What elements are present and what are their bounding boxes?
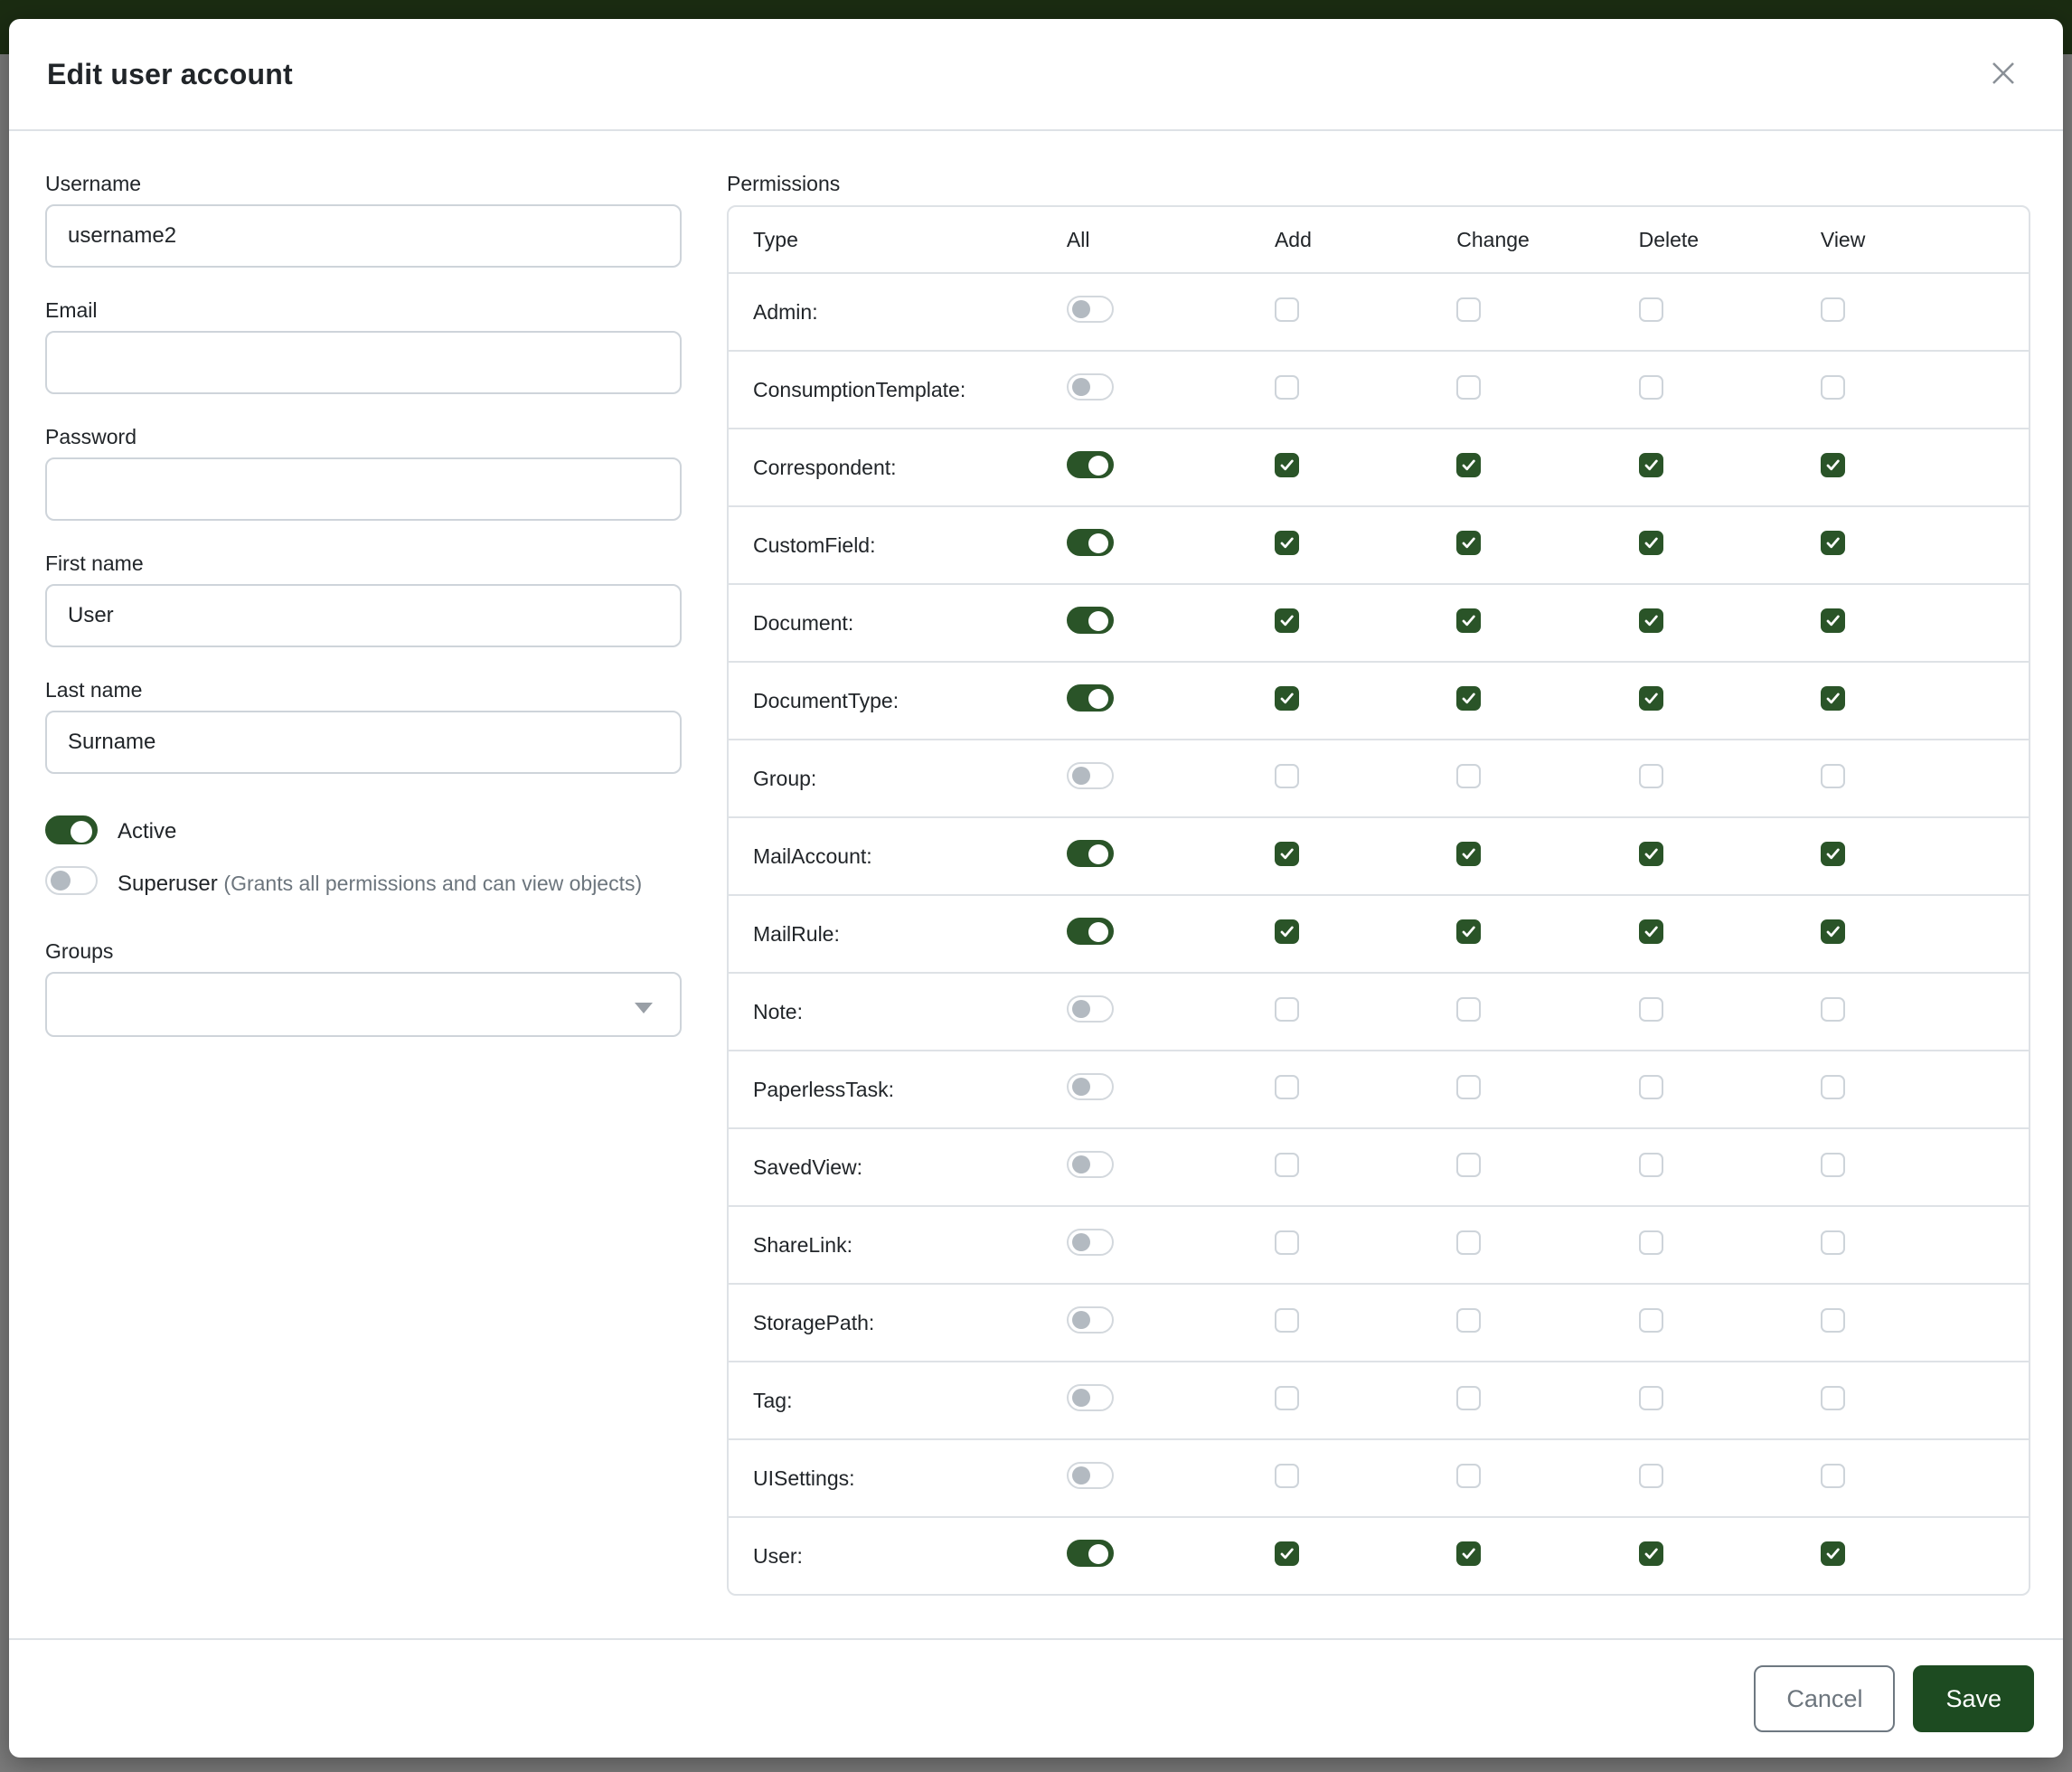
permission-view-checkbox[interactable] xyxy=(1821,531,1845,555)
close-button[interactable] xyxy=(1982,52,2025,96)
permission-change-checkbox[interactable] xyxy=(1456,764,1481,788)
permission-delete-checkbox[interactable] xyxy=(1639,919,1663,944)
first-name-input[interactable] xyxy=(45,584,682,647)
superuser-label: Superuser xyxy=(118,872,218,896)
permission-change-checkbox[interactable] xyxy=(1456,919,1481,944)
email-input[interactable] xyxy=(45,331,682,394)
toggle-knob xyxy=(1088,922,1108,942)
permission-row xyxy=(729,505,2029,583)
permission-view-checkbox[interactable] xyxy=(1821,1386,1845,1410)
permissions-header-row xyxy=(729,207,2029,272)
permission-delete-checkbox[interactable] xyxy=(1639,764,1663,788)
permission-delete-checkbox[interactable] xyxy=(1639,1464,1663,1488)
permission-type-label: Group: xyxy=(753,766,817,790)
permission-row xyxy=(729,428,2029,505)
permission-row xyxy=(729,661,2029,739)
permission-delete-checkbox[interactable] xyxy=(1639,375,1663,400)
permission-delete-checkbox[interactable] xyxy=(1639,997,1663,1022)
permission-row xyxy=(729,1050,2029,1127)
permission-view-checkbox[interactable] xyxy=(1821,686,1845,711)
toggle-knob xyxy=(1072,1466,1090,1485)
toggle-knob xyxy=(1088,844,1108,864)
permission-type-label: MailRule: xyxy=(753,921,840,946)
permission-add-checkbox[interactable] xyxy=(1275,297,1299,322)
permission-row xyxy=(729,894,2029,972)
dialog-title: Edit user account xyxy=(47,57,293,90)
permissions-rows xyxy=(729,272,2029,1594)
permission-delete-checkbox[interactable] xyxy=(1639,453,1663,477)
column-header-change: Change xyxy=(1456,227,1530,251)
permission-all-toggle[interactable] xyxy=(1067,918,1114,945)
permission-all-toggle[interactable] xyxy=(1067,1151,1114,1178)
permission-delete-checkbox[interactable] xyxy=(1639,1308,1663,1333)
first-name-label: First name xyxy=(45,551,144,575)
permission-add-checkbox[interactable] xyxy=(1275,1541,1299,1566)
toggle-knob xyxy=(1072,1000,1090,1018)
cancel-button[interactable]: Cancel xyxy=(1754,1665,1895,1732)
permission-delete-checkbox[interactable] xyxy=(1639,1153,1663,1177)
toggle-knob xyxy=(51,871,71,891)
password-input[interactable] xyxy=(45,457,682,521)
close-icon xyxy=(1986,56,2020,93)
permission-change-checkbox[interactable] xyxy=(1456,1308,1481,1333)
permission-add-checkbox[interactable] xyxy=(1275,608,1299,633)
permission-add-checkbox[interactable] xyxy=(1275,453,1299,477)
permission-type-label: Note: xyxy=(753,999,803,1023)
permission-delete-checkbox[interactable] xyxy=(1639,1075,1663,1099)
permission-all-toggle[interactable] xyxy=(1067,995,1114,1023)
toggle-knob xyxy=(1072,1155,1090,1173)
permission-row xyxy=(729,972,2029,1050)
toggle-knob xyxy=(1072,1389,1090,1407)
permission-delete-checkbox[interactable] xyxy=(1639,842,1663,866)
permission-row xyxy=(729,1516,2029,1594)
chevron-down-icon xyxy=(635,1003,653,1013)
column-header-add: Add xyxy=(1274,227,1312,251)
column-header-type: Type xyxy=(753,227,798,251)
save-button[interactable]: Save xyxy=(1913,1665,2034,1732)
permissions-section xyxy=(727,172,2030,1638)
permission-change-checkbox[interactable] xyxy=(1456,453,1481,477)
user-form xyxy=(45,172,682,1638)
permission-add-checkbox[interactable] xyxy=(1275,1230,1299,1255)
permission-type-label: MailAccount: xyxy=(753,844,872,868)
permission-change-checkbox[interactable] xyxy=(1456,1075,1481,1099)
permission-all-toggle[interactable] xyxy=(1067,762,1114,789)
password-label: Password xyxy=(45,425,137,448)
permission-change-checkbox[interactable] xyxy=(1456,608,1481,633)
permission-delete-checkbox[interactable] xyxy=(1639,608,1663,633)
permission-row xyxy=(729,350,2029,428)
permission-delete-checkbox[interactable] xyxy=(1639,531,1663,555)
permission-row xyxy=(729,1127,2029,1205)
permission-row xyxy=(729,1283,2029,1361)
permission-change-checkbox[interactable] xyxy=(1456,842,1481,866)
active-toggle[interactable] xyxy=(45,815,98,844)
permission-change-checkbox[interactable] xyxy=(1456,1541,1481,1566)
permission-type-label: Correspondent: xyxy=(753,455,897,479)
column-header-all: All xyxy=(1066,227,1090,251)
toggle-knob xyxy=(1088,1544,1108,1564)
permission-type-label: DocumentType: xyxy=(753,688,899,712)
permission-add-checkbox[interactable] xyxy=(1275,842,1299,866)
permission-type-label: Admin: xyxy=(753,299,818,324)
toggle-knob xyxy=(71,821,92,843)
permission-all-toggle[interactable] xyxy=(1067,373,1114,401)
toggle-knob xyxy=(1088,689,1108,709)
email-label: Email xyxy=(45,298,98,322)
permission-view-checkbox[interactable] xyxy=(1821,1464,1845,1488)
permission-add-checkbox[interactable] xyxy=(1275,1464,1299,1488)
permission-add-checkbox[interactable] xyxy=(1275,1308,1299,1333)
permissions-label: Permissions xyxy=(727,172,841,195)
permission-delete-checkbox[interactable] xyxy=(1639,1541,1663,1566)
permission-change-checkbox[interactable] xyxy=(1456,531,1481,555)
toggle-knob xyxy=(1072,1233,1090,1251)
permission-row xyxy=(729,1205,2029,1283)
column-header-view: View xyxy=(1820,227,1866,251)
permission-add-checkbox[interactable] xyxy=(1275,375,1299,400)
last-name-input[interactable] xyxy=(45,711,682,774)
toggle-knob xyxy=(1072,1078,1090,1096)
permission-row xyxy=(729,583,2029,661)
permission-all-toggle[interactable] xyxy=(1067,684,1114,712)
column-header-delete: Delete xyxy=(1638,227,1700,251)
toggle-knob xyxy=(1072,378,1090,396)
permission-all-toggle[interactable] xyxy=(1067,1540,1114,1567)
permission-all-toggle[interactable] xyxy=(1067,840,1114,867)
permission-view-checkbox[interactable] xyxy=(1821,764,1845,788)
toggle-knob xyxy=(1072,1311,1090,1329)
permission-view-checkbox[interactable] xyxy=(1821,997,1845,1022)
permission-change-checkbox[interactable] xyxy=(1456,1464,1481,1488)
permission-delete-checkbox[interactable] xyxy=(1639,1386,1663,1410)
permission-add-checkbox[interactable] xyxy=(1275,686,1299,711)
permission-view-checkbox[interactable] xyxy=(1821,1075,1845,1099)
permission-change-checkbox[interactable] xyxy=(1456,1153,1481,1177)
groups-select[interactable] xyxy=(45,972,682,1037)
permission-type-label: Document: xyxy=(753,610,854,635)
permission-all-toggle[interactable] xyxy=(1067,451,1114,478)
permission-row xyxy=(729,739,2029,816)
permission-row xyxy=(729,272,2029,350)
permission-change-checkbox[interactable] xyxy=(1456,686,1481,711)
last-name-label: Last name xyxy=(45,678,143,702)
permission-view-checkbox[interactable] xyxy=(1821,453,1845,477)
dialog-header xyxy=(9,19,2063,131)
permission-type-label: StoragePath: xyxy=(753,1310,875,1334)
permission-change-checkbox[interactable] xyxy=(1456,297,1481,322)
permission-type-label: SavedView: xyxy=(753,1155,863,1179)
permission-all-toggle[interactable] xyxy=(1067,1462,1114,1489)
permission-add-checkbox[interactable] xyxy=(1275,764,1299,788)
toggle-knob xyxy=(1088,611,1108,631)
dialog-body xyxy=(9,131,2063,1638)
permission-add-checkbox[interactable] xyxy=(1275,1386,1299,1410)
toggle-knob xyxy=(1088,456,1108,476)
permission-type-label: UISettings: xyxy=(753,1466,855,1490)
permission-all-toggle[interactable] xyxy=(1067,1384,1114,1411)
permission-all-toggle[interactable] xyxy=(1067,296,1114,323)
permission-delete-checkbox[interactable] xyxy=(1639,1230,1663,1255)
edit-user-account-dialog xyxy=(9,19,2063,1758)
permission-row xyxy=(729,816,2029,894)
username-label: Username xyxy=(45,172,142,195)
username-input[interactable] xyxy=(45,204,682,268)
permission-add-checkbox[interactable] xyxy=(1275,1075,1299,1099)
permission-type-label: Tag: xyxy=(753,1388,793,1412)
permission-view-checkbox[interactable] xyxy=(1821,1541,1845,1566)
permission-add-checkbox[interactable] xyxy=(1275,997,1299,1022)
groups-label: Groups xyxy=(45,939,114,963)
permission-add-checkbox[interactable] xyxy=(1275,919,1299,944)
permission-view-checkbox[interactable] xyxy=(1821,297,1845,322)
permission-view-checkbox[interactable] xyxy=(1821,1230,1845,1255)
superuser-hint: (Grants all permissions and can view objects) xyxy=(223,872,643,895)
permission-view-checkbox[interactable] xyxy=(1821,608,1845,633)
dialog-footer xyxy=(9,1638,2063,1758)
toggle-knob xyxy=(1088,533,1108,553)
toggle-knob xyxy=(1072,300,1090,318)
permission-change-checkbox[interactable] xyxy=(1456,1230,1481,1255)
permission-all-toggle[interactable] xyxy=(1067,529,1114,556)
permission-type-label: ConsumptionTemplate: xyxy=(753,377,966,401)
permission-all-toggle[interactable] xyxy=(1067,1306,1114,1334)
permission-row xyxy=(729,1361,2029,1438)
permission-type-label: ShareLink: xyxy=(753,1232,852,1257)
active-label: Active xyxy=(118,819,177,844)
permission-view-checkbox[interactable] xyxy=(1821,1153,1845,1177)
permission-type-label: User: xyxy=(753,1543,803,1568)
permission-change-checkbox[interactable] xyxy=(1456,1386,1481,1410)
permission-view-checkbox[interactable] xyxy=(1821,375,1845,400)
permission-row xyxy=(729,1438,2029,1516)
permission-change-checkbox[interactable] xyxy=(1456,375,1481,400)
toggle-knob xyxy=(1072,767,1090,785)
permission-all-toggle[interactable] xyxy=(1067,607,1114,634)
permission-delete-checkbox[interactable] xyxy=(1639,297,1663,322)
permission-view-checkbox[interactable] xyxy=(1821,919,1845,944)
permission-all-toggle[interactable] xyxy=(1067,1073,1114,1100)
permission-delete-checkbox[interactable] xyxy=(1639,686,1663,711)
permission-change-checkbox[interactable] xyxy=(1456,997,1481,1022)
permission-add-checkbox[interactable] xyxy=(1275,531,1299,555)
permission-view-checkbox[interactable] xyxy=(1821,1308,1845,1333)
permissions-table xyxy=(727,205,2030,1596)
permission-view-checkbox[interactable] xyxy=(1821,842,1845,866)
permission-add-checkbox[interactable] xyxy=(1275,1153,1299,1177)
permission-type-label: PaperlessTask: xyxy=(753,1077,894,1101)
permission-all-toggle[interactable] xyxy=(1067,1229,1114,1256)
superuser-toggle[interactable] xyxy=(45,866,98,895)
permission-type-label: CustomField: xyxy=(753,533,876,557)
